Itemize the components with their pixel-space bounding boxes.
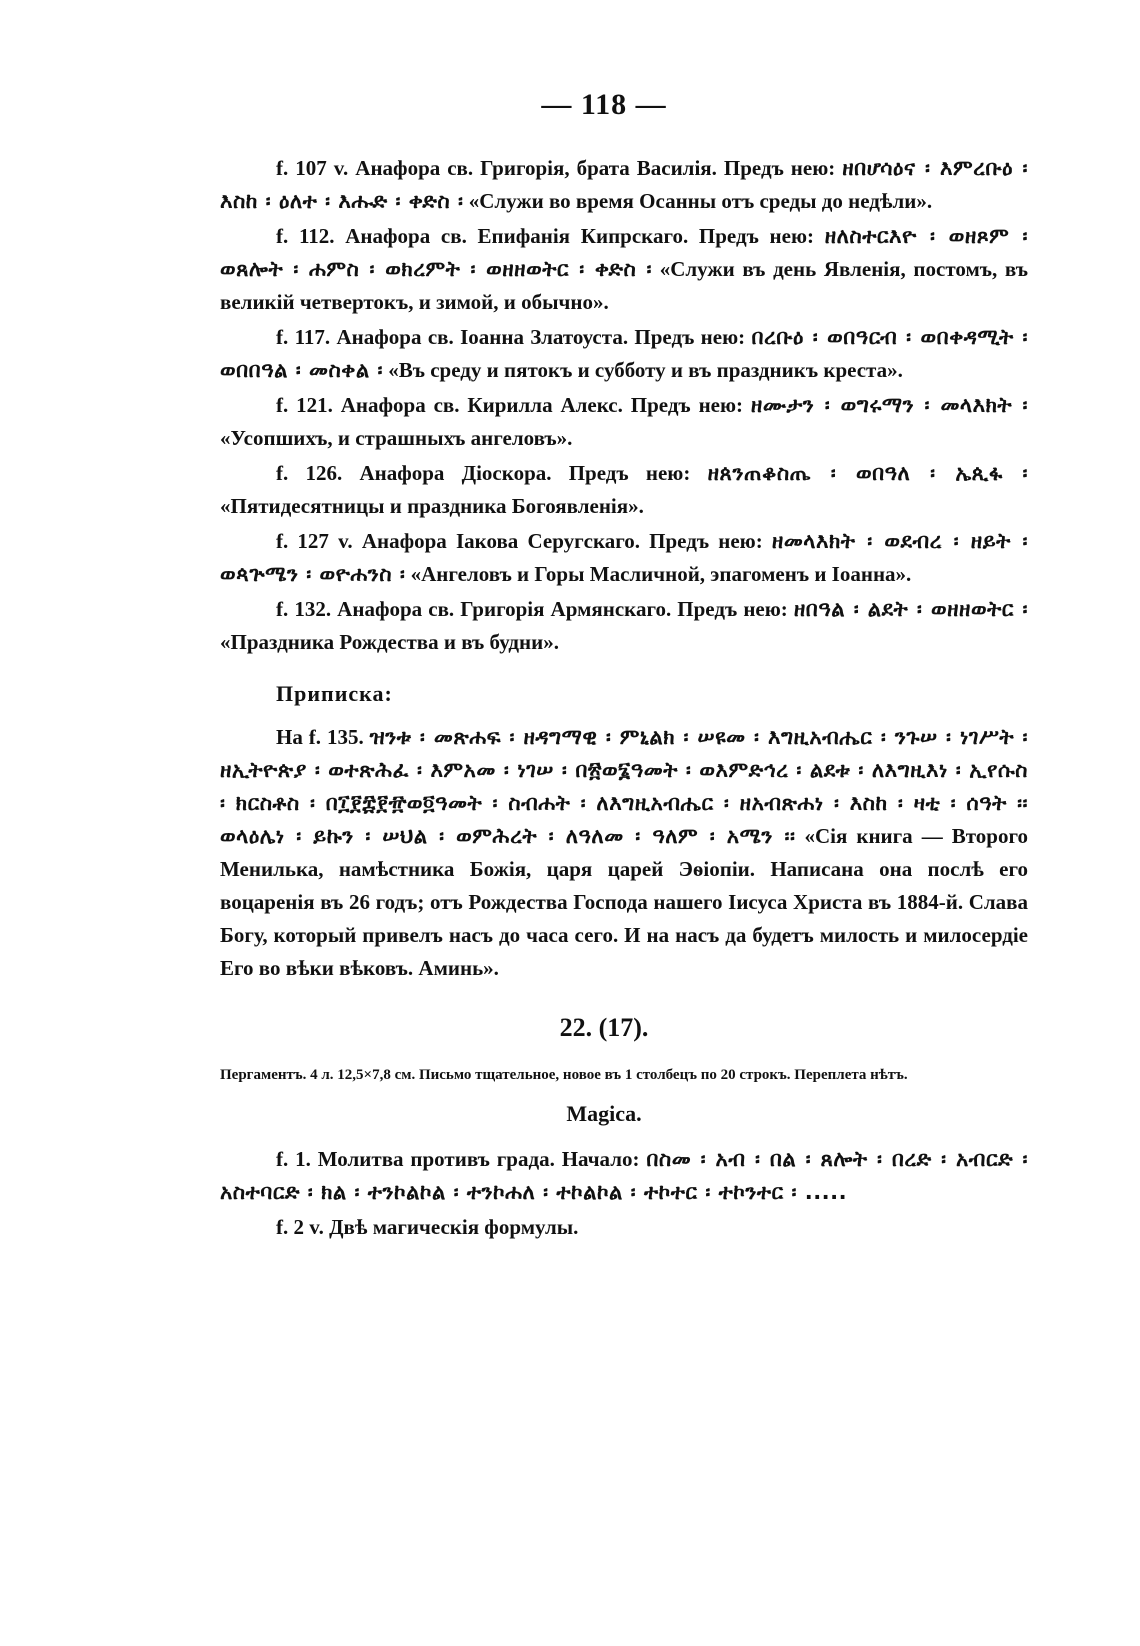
geez-text: ዘጰንጠቆስጤ ፡ ወበዓለ ፡ ኤጲፋ ፡: [707, 461, 1028, 485]
page-number: — 118 —: [541, 88, 667, 121]
item-lead: f. 2 v. Двѣ магическія формулы.: [276, 1215, 579, 1239]
entry-translation: «Усопшихъ, и страшныхъ ангеловъ».: [220, 426, 573, 450]
entry-126: [220, 457, 1028, 523]
postscript-lead: На f. 135.: [276, 725, 364, 749]
entry-132: [220, 593, 1028, 659]
section-number: 22. (17).: [559, 1013, 649, 1042]
geez-text: ዘሙታን ፡ ወግሩማን ፡ መላእክት ፡: [750, 393, 1029, 417]
manuscript-description: Пергаментъ. 4 л. 12,5×7,8 см. Письмо тщательное, новое въ 1 столбецъ по 20 строкъ. Переплета нѣтъ.: [220, 1067, 908, 1083]
entry-121: [220, 389, 1028, 455]
entry-112: [220, 220, 1028, 319]
entry-127v: [220, 525, 1028, 591]
geez-text: ዘበዓል ፡ ልደት ፡ ወዘዘወትር ፡: [793, 597, 1028, 621]
geez-text: ዝንቱ ፡ መጽሐፍ ፡ ዘዳግማዊ ፡ ምኒልክ ፡ ሠዩመ ፡ እግዚአብሔር ፡ ንጉሠ ፡ ነገሥት ፡ ዘኢትዮጵያ ፡ ወተጽሕፈ ፡ እምአመ ፡ ነገሠ ፡ በ፳ወ፮ዓመት ፡ ወእምድኅረ ፡ ልደቱ ፡ ለእግዚእነ ፡ ኢየሱስ ፡ ክርስቶስ ፡ በ፲፻፰፻፹ወ፬ዓመት ፡ ስብሐት ፡ ለእግዚአብሔር ፡ ዘአብጽሐነ ፡ እስከ ፡ ዛቲ ፡ ሰዓት ፡፡ ወላዕሌነ ፡ ይኩን ፡ ሠህል ፡ ወምሕረት ፡ ለዓለመ ፡ ዓለም ፡ አሜን ፡፡: [220, 725, 1029, 848]
entry-lead: f. 112. Анафора св. Епифанія Кипрскаго. Предъ нею:: [276, 224, 814, 248]
entry-lead: f. 127 v. Анафора Іакова Серугскаго. Предъ нею:: [276, 529, 763, 553]
entry-translation: «Праздника Рождества и въ будни».: [220, 630, 559, 654]
entry-117: [220, 321, 1028, 387]
entry-107v: [220, 152, 1028, 218]
entry-lead: f. 107 v. Анафора св. Григорія, брата Василія. Предъ нею:: [276, 156, 836, 180]
entry-translation: «Ангеловъ и Горы Масличной, эпагоменъ и Іоанна».: [410, 562, 912, 586]
geez-text: በስመ ፡ አብ ፡ በል ፡ ጸሎት ፡ በረድ ፡ አብርድ ፡ አስተባርድ ፡ ክል ፡ ተንኮልኮል ፡ ተንኮሐለ ፡ ተኮልኮል ፡ ተኮተር ፡ ተኮንተር ፡ .....: [220, 1147, 1028, 1204]
item-f2v: [220, 1211, 1028, 1244]
postscript-heading: Приписка:: [276, 681, 393, 706]
entry-translation: «Пятидесятницы и праздника Богоявленія».: [220, 494, 644, 518]
entries-list: [220, 152, 1028, 659]
entry-translation: «Въ среду и пятокъ и субботу и въ праздникъ креста».: [388, 358, 903, 382]
section-subtitle: Magica.: [566, 1101, 642, 1126]
entry-lead: f. 117. Анафора св. Іоанна Златоуста. Предъ нею:: [276, 325, 746, 349]
postscript-text: [220, 721, 1028, 985]
entry-translation: «Служи во время Осанны отъ среды до недѣли».: [468, 189, 933, 213]
entry-lead: f. 126. Анафора Діоскора. Предъ нею:: [276, 461, 691, 485]
geez-text: በረቡዕ ፡ ወበዓርብ ፡ ወበቀዳሚት ፡ ወበበዓል ፡ መስቀል ፡: [220, 325, 1028, 382]
postscript-translation: «Сія книга — Второго Менилька, намѣстника Божія, царя царей Эѳіопіи. Написана она послѣ его воцаренія въ 26 годъ; отъ Рождества Господа нашего Іисуса Христа въ 1884-й. Слава Богу, который привелъ насъ до часа сего. И на насъ да будетъ милость и милосердіе Его во вѣки вѣковъ. Аминь».: [220, 824, 1028, 980]
geez-text: ዘበሆሳዕና ፡ እምረቡዕ ፡ እስከ ፡ ዕለተ ፡ እሑድ ፡ ቀድስ ፡: [220, 156, 1028, 213]
geez-text: ዘመላእክት ፡ ወደብረ ፡ ዘይት ፡ ወጳጕሜን ፡ ወዮሐንስ ፡: [220, 529, 1028, 586]
item-f1: [220, 1143, 1028, 1209]
entry-lead: f. 132. Анафора св. Григорія Армянскаго. Предъ нею:: [276, 597, 788, 621]
geez-text: ዘለስተርእዮ ፡ ወዘጾም ፡ ወጸሎት ፡ ሐምስ ፡ ወክረምት ፡ ወዘዘወትር ፡ ቀድስ ፡: [220, 224, 1028, 281]
item-lead: f. 1. Молитва противъ града. Начало:: [276, 1147, 640, 1171]
entry-lead: f. 121. Анафора св. Кирилла Алекс. Предъ нею:: [276, 393, 744, 417]
entry-translation: «Служи въ день Явленія, постомъ, въ великій четвертокъ, и зимой, и обычно».: [220, 257, 1028, 314]
